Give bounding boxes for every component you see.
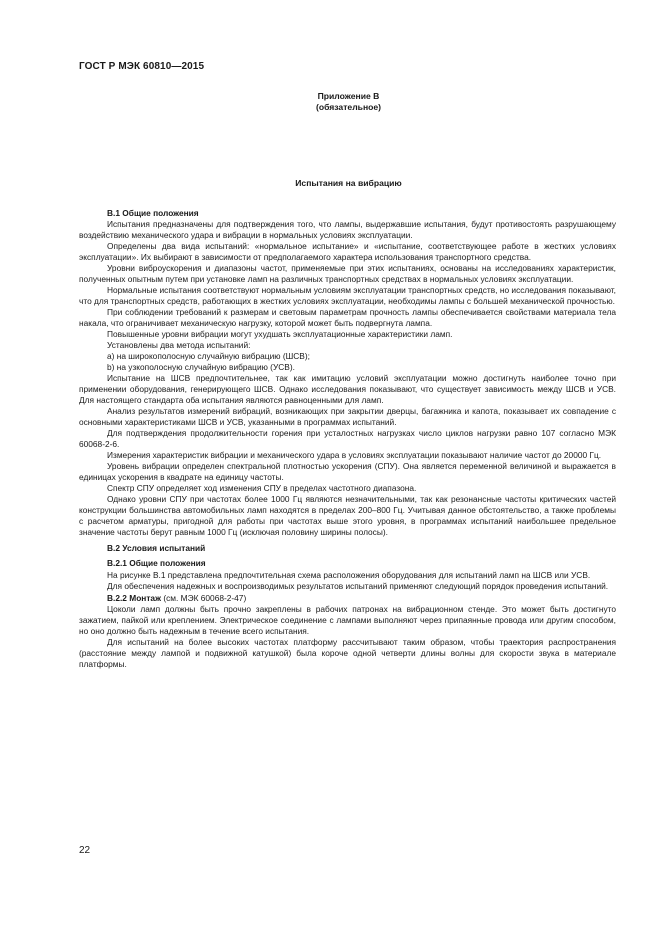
paragraph: Уровень вибрации определен спектральной плотностью ускорения (СПУ). Она является переменной величиной и выражается в единицах ускорения в квадрате на единицу частоты. <box>79 461 616 483</box>
section-heading-b21: В.2.1 Общие положения <box>107 558 206 569</box>
paragraph: Определены два вида испытаний: «нормальное испытание» и «испытание, соответствующее работе в жестких условиях эксплуатации». Их выбирают в зависимости от предполагаемого характера использования транспортного средства. <box>79 241 616 263</box>
section-heading-b22-title: В.2.2 Монтаж <box>107 592 161 603</box>
paragraph: Спектр СПУ определяет ход изменения СПУ в пределах частотного диапазона. <box>107 483 417 494</box>
paragraph: Анализ результатов измерений вибраций, возникающих при закрытии дверцы, багажника и капота, показывает их совпадение с основными характеристиками ШСВ и УСВ, указанными в программах испытаний. <box>79 406 616 428</box>
paragraph: Для испытаний на более высоких частотах платформу рассчитывают таким образом, чтобы траектория распространения (расстояние между лампой и подвижной катушкой) была короче одной четверти длины волны для скорости звука в материале платформы. <box>79 636 616 669</box>
paragraph: Измерения характеристик вибрации и механического удара в условиях эксплуатации показывают наличие частот до 20000 Гц. <box>107 450 602 461</box>
paragraph: При соблюдении требований к размерам и световым параметрам прочность лампы обеспечивается свойствами материала тела накала, что ограничивает механическую нагрузку, которой может быть подвергнута лампа. <box>79 307 616 329</box>
annex-label: Приложение В <box>317 91 380 101</box>
section-heading-b2: В.2 Условия испытаний <box>107 543 206 554</box>
paragraph: Для обеспечения надежных и воспроизводимых результатов испытаний применяют следующий порядок проведения испытаний. <box>107 580 609 591</box>
section-heading-b22 <box>79 593 616 604</box>
paragraph: Повышенные уровни вибрации могут ухудшать эксплуатационные характеристики ламп. <box>107 329 453 340</box>
paragraph: Испытания предназначены для подтверждения того, что лампы, выдержавшие испытания, будут противостоять разрушающему воздействию механического удара и вибрации в нормальных условиях эксплуатации. <box>79 219 616 241</box>
paragraph: На рисунке В.1 представлена предпочтительная схема расположения оборудования для испытаний ламп на ШСВ или УСВ. <box>107 569 591 580</box>
annex-status: (обязательное) <box>315 102 382 112</box>
paragraph: Однако уровни СПУ при частотах более 1000 Гц являются незначительными, так как резонансные частоты критических частей конструкции большинства автомобильных ламп находятся в пределах 200–800 Гц. Учитывая данное обстоятельство, а также проблемы с расчетом арматуры, пригодной для работы при частотах выше этого уровня, в программах испытаний наибольшее предельное значение частоты берут равным 1000 Гц (исключая половину ширины полосы). <box>79 494 616 538</box>
annex-title: Испытания на вибрацию <box>295 178 402 188</box>
section-heading-b22-ref: (см. МЭК 60068-2-47) <box>161 592 247 603</box>
page-number: 22 <box>79 845 91 856</box>
paragraph: Испытание на ШСВ предпочтительнее, так как имитацию условий эксплуатации можно достигнуть наиболее точно при применении оборудования, генерирующего ШСВ. Однако исследования показывают, что существует зависимость между ШСВ и УСВ. Для настоящего стандарта оба испытания являются равноценными для ламп. <box>79 373 616 406</box>
list-item: a) на широкополосную случайную вибрацию (ШСВ); <box>107 351 310 362</box>
paragraph: Установлены два метода испытаний: <box>107 340 251 351</box>
standard-code-header: ГОСТ Р МЭК 60810—2015 <box>79 61 205 72</box>
paragraph: Для подтверждения продолжительности горения при усталостных нагрузках число циклов нагрузки равно 107 согласно МЭК 60068-2-6. <box>79 428 616 450</box>
paragraph: Цоколи ламп должны быть прочно закреплены в рабочих патронах на вибрационном стенде. Это может быть достигнуто зажатием, пайкой или креплением. Электрическое соединение с лампами выполняют через припаянные провода или другим способом, но оно должно быть надежным в течение всего испытания. <box>79 603 616 636</box>
section-heading-b1: В.1 Общие положения <box>107 208 199 218</box>
document-body <box>79 208 616 670</box>
paragraph: Нормальные испытания соответствуют нормальным условиям эксплуатации транспортных средств, но исследования показывают, что для транспортных средств, работающих в жестких условиях эксплуатации, необходимы лампы с большей механической прочностью. <box>79 285 616 307</box>
paragraph: Уровни виброускорения и диапазоны частот, применяемые при этих испытаниях, основаны на исследованиях характеристик, полученных опытным путем при установке ламп на различных транспортных средствах в нормальных условиях эксплуатации. <box>79 263 616 285</box>
list-item: b) на узкополосную случайную вибрацию (УСВ). <box>107 362 295 373</box>
